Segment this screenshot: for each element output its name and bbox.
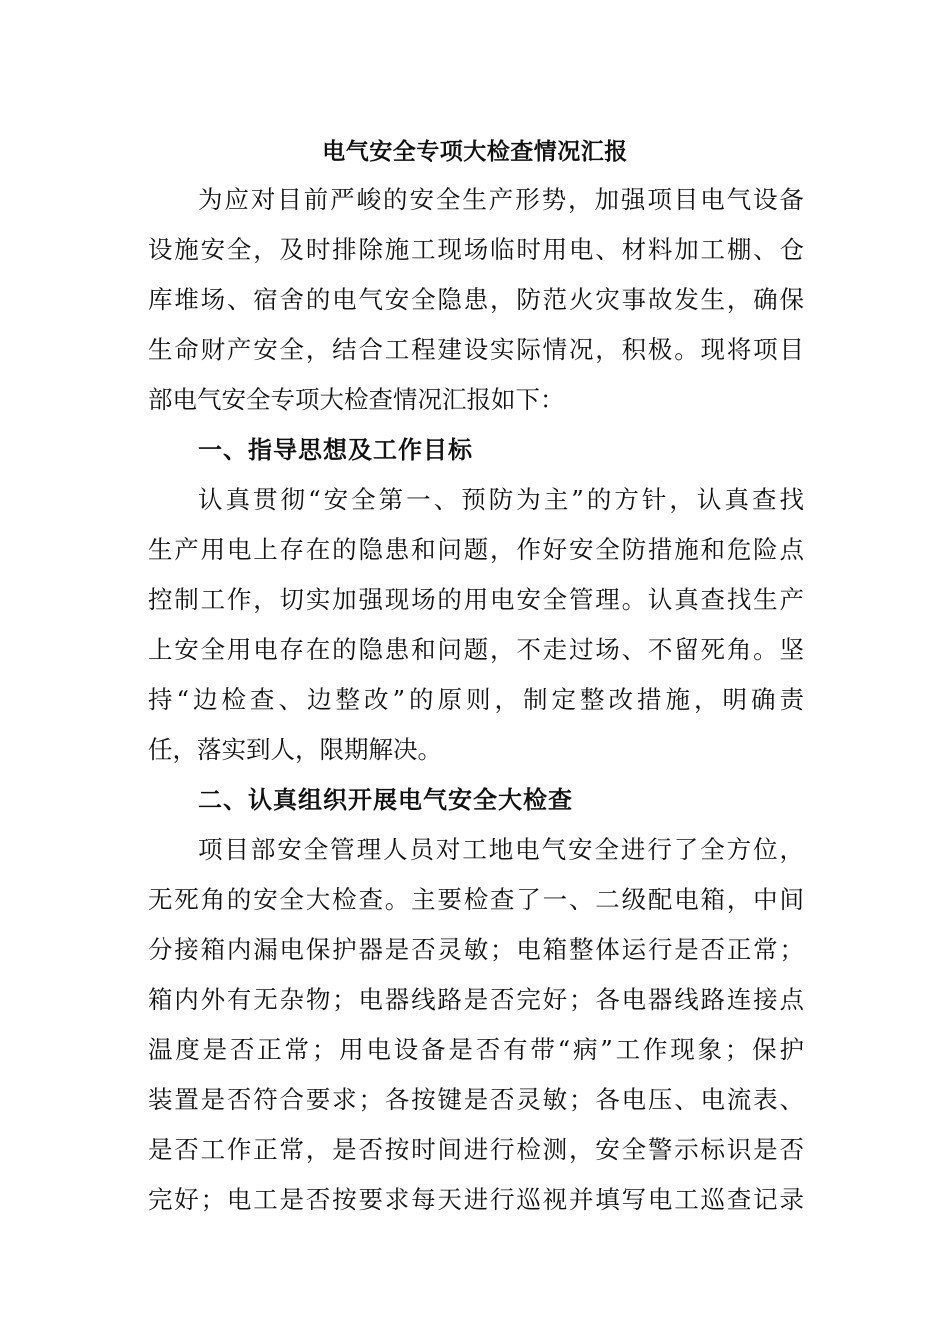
section1-line: 任，落实到人，限期解决。 <box>148 735 442 764</box>
section1-line: 控制工作，切实加强现场的用电安全管理。认真查找生产 <box>148 585 804 614</box>
section2-line: 箱内外有无杂物；电器线路是否完好；各电器线路连接点 <box>148 985 804 1014</box>
section1-line: 上安全用电存在的隐患和问题，不走过场、不留死角。坚 <box>148 635 804 664</box>
section2-line: 完好；电工是否按要求每天进行巡视并填写电工巡查记录 <box>148 1185 804 1214</box>
section2-line: 温度是否正常；用电设备是否有带“病”工作现象；保护 <box>148 1035 804 1064</box>
section2-line: 是否工作正常，是否按时间进行检测，安全警示标识是否 <box>148 1135 804 1164</box>
intro-line: 库堆场、宿舍的电气安全隐患，防范火灾事故发生，确保 <box>148 285 804 314</box>
intro-line: 设施安全，及时排除施工现场临时用电、材料加工棚、仓 <box>148 235 804 264</box>
document-title: 电气安全专项大检查情况汇报 <box>322 139 628 165</box>
intro-line: 为应对目前严峻的安全生产形势，加强项目电气设备 <box>198 185 804 214</box>
intro-line: 生命财产安全，结合工程建设实际情况，积极。现将项目 <box>148 335 804 364</box>
intro-line: 部电气安全专项大检查情况汇报如下： <box>148 385 565 414</box>
section2-line: 项目部安全管理人员对工地电气安全进行了全方位， <box>198 835 804 864</box>
section-heading-2: 二、认真组织开展电气安全大检查 <box>198 786 573 814</box>
section2-line: 装置是否符合要求；各按键是否灵敏；各电压、电流表、 <box>148 1085 804 1114</box>
section-heading-1: 一、指导思想及工作目标 <box>198 436 473 464</box>
section1-line: 持“边检查、边整改”的原则，制定整改措施，明确责 <box>148 685 804 714</box>
section2-line: 无死角的安全大检查。主要检查了一、二级配电箱，中间 <box>148 885 804 914</box>
section1-line: 生产用电上存在的隐患和问题，作好安全防措施和危险点 <box>148 535 804 564</box>
section2-line: 分接箱内漏电保护器是否灵敏；电箱整体运行是否正常； <box>148 935 804 964</box>
section1-line: 认真贯彻“安全第一、预防为主”的方针，认真查找 <box>198 485 804 514</box>
